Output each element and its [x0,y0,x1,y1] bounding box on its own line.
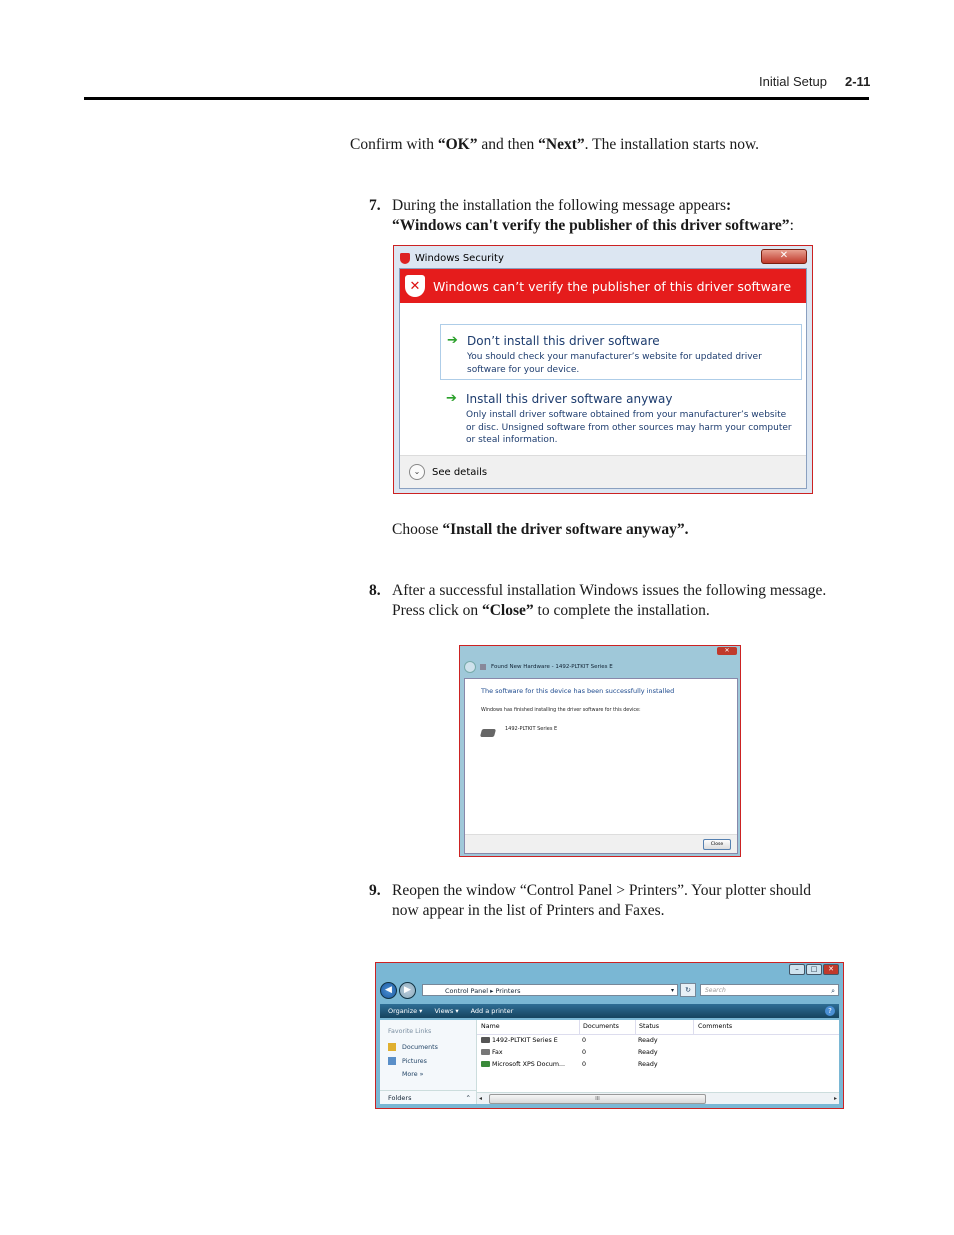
dialog-title: Found New Hardware - 1492-PLTKIT Series E [491,664,613,670]
sidebar-item-label: Documents [402,1043,438,1051]
success-subtext: Windows has finished installing the driver software for this device: [481,708,641,713]
step-9-line1: Reopen the window “Control Panel > Printers”. Your plotter should [392,882,812,899]
dialog-titlebar [400,249,806,267]
option-description: You should check your manufacturer’s website for updated driver software for your device. [467,352,762,375]
folders-label: Folders [388,1094,412,1102]
horizontal-scrollbar[interactable] [477,1092,839,1104]
sidebar-item-label: More » [402,1071,424,1078]
documents-icon [388,1043,396,1051]
search-input[interactable] [700,984,839,996]
navigation-pane [380,1020,477,1104]
address-text: Control Panel ▸ Printers [445,987,521,995]
table-row[interactable] [477,1059,839,1071]
sidebar-item-label: Pictures [402,1057,427,1065]
step-9-number: 9. [369,882,381,899]
sidebar-item-documents[interactable] [388,1043,438,1051]
printer-name: Microsoft XPS Docum... [492,1061,566,1068]
address-bar[interactable] [422,984,678,996]
table-row[interactable] [477,1047,839,1059]
green-arrow-icon: ➔ [447,333,458,348]
dont-install-option[interactable] [440,324,802,380]
chevron-down-icon[interactable]: ▾ [670,987,674,994]
documents-cell: 0 [582,1049,587,1056]
documents-cell: 0 [582,1037,587,1044]
success-heading: The software for this device has been successfully installed [481,687,675,695]
intro-paragraph [350,135,759,155]
warning-banner [400,269,806,303]
choose-text: Choose [392,521,443,538]
option-title: Don’t install this driver software [467,334,660,348]
option-description: Only install driver software obtained from your manufacturer’s website or disc. Unsigned software from other sources may harm your computer or steal information. [466,410,792,445]
window-controls [789,964,839,975]
folders-toggle[interactable] [380,1090,476,1104]
search-placeholder: Search [705,987,726,994]
scroll-right-icon[interactable]: ▸ [833,1095,837,1102]
see-details-label: See details [432,466,488,478]
security-shield-icon [400,253,410,264]
dialog-title: Windows Security [415,252,504,264]
intro-next: “Next” [538,136,585,153]
step-7-colon: : [726,197,732,214]
intro-text: Confirm with [350,136,438,153]
warning-banner-text: Windows can’t verify the publisher of this driver software [433,278,792,294]
back-arrow-icon [464,661,476,673]
green-arrow-icon: ➔ [446,391,457,406]
printer-icon [480,729,496,737]
status-cell: Ready [638,1049,658,1056]
sidebar-item-pictures[interactable] [388,1057,427,1065]
intro-text-mid: and then [477,136,539,153]
fax-icon [481,1049,490,1055]
dialog-content [399,268,807,489]
step-8-text [392,581,872,621]
step-7-line1: During the installation the following message appears [392,197,727,214]
printer-name: Fax [492,1049,503,1056]
step-7-number: 7. [369,197,381,214]
hardware-icon [480,664,486,670]
close-icon[interactable]: ✕ [717,647,737,655]
printer-name-cell [481,1047,503,1059]
step-7-text [392,196,862,236]
pictures-icon [388,1057,396,1065]
step-8-close: “Close” [481,602,534,619]
chevron-up-icon: ⌃ [465,1094,471,1102]
page-number: 2-11 [845,74,871,89]
list-header [477,1020,839,1035]
printer-name-cell [481,1059,565,1071]
header-rule [84,97,869,100]
dialog-content [464,678,738,854]
xps-printer-icon [481,1061,490,1067]
dialog-footer [465,834,737,853]
documents-cell: 0 [582,1061,587,1068]
control-panel-printers-window [375,962,844,1109]
status-cell: Ready [638,1037,658,1044]
warning-shield-icon: ✕ [405,275,425,297]
intro-text-post: . The installation starts now. [584,136,760,153]
maximize-icon[interactable]: □ [806,964,822,975]
step-8-number: 8. [369,582,381,599]
command-toolbar [380,1004,839,1018]
see-details-toggle[interactable] [400,455,806,488]
windows-security-dialog [393,245,813,494]
explorer-body [380,1020,839,1104]
sidebar-item-more[interactable] [402,1071,423,1078]
table-row[interactable] [477,1035,839,1047]
minimize-icon[interactable]: – [789,964,805,975]
search-icon[interactable]: ⌕ [831,987,835,995]
back-arrow-icon[interactable]: ◀ [380,982,397,999]
step-8-line1: After a successful installation Windows issues the following message. [392,582,827,599]
column-header-name[interactable]: Name [481,1023,500,1030]
scrollbar-thumb[interactable]: III [489,1094,706,1104]
column-header-documents[interactable]: Documents [579,1020,619,1034]
step-8-pre: Press click on [392,602,482,619]
chevron-down-icon: ⌄ [409,464,425,480]
step-7-message-title: “Windows can't verify the publisher of this driver software” [392,217,790,234]
found-new-hardware-dialog [459,645,741,857]
running-header-section: Initial Setup [759,74,827,89]
column-header-status[interactable]: Status [635,1020,659,1034]
navigation-bar [380,979,839,1001]
add-printer-button[interactable]: Add a printer [470,1007,514,1015]
favorite-links-heading: Favorite Links [388,1028,432,1035]
organize-button[interactable]: Organize ▾ [388,1007,423,1015]
printer-icon [481,1037,490,1043]
status-cell: Ready [638,1061,658,1068]
step-7-line2-post: : [789,217,794,234]
help-icon[interactable]: ? [825,1006,835,1016]
close-button[interactable]: ✕ [761,249,807,264]
step-9-text [392,881,872,921]
step-9-line2: now appear in the list of Printers and Faxes. [392,902,665,919]
device-name: 1492-PLTKIT Series E [505,726,558,732]
intro-ok: “OK” [437,136,478,153]
close-button[interactable]: Close [703,839,731,850]
forward-arrow-icon[interactable]: ▶ [399,982,416,999]
printer-list [477,1020,839,1092]
scroll-left-icon[interactable]: ◂ [479,1095,483,1102]
close-icon[interactable]: ✕ [823,964,839,975]
option-title: Install this driver software anyway [466,392,673,406]
refresh-icon[interactable]: ↻ [680,983,696,997]
printer-name-cell [481,1035,558,1047]
install-anyway-option[interactable] [440,383,802,445]
dialog-titlebar [464,659,736,675]
column-header-comments[interactable]: Comments [693,1020,732,1034]
views-button[interactable]: Views ▾ [434,1007,459,1015]
choose-instruction [392,520,689,540]
choose-option: “Install the driver software anyway”. [442,521,689,538]
printer-name: 1492-PLTKIT Series E [492,1037,558,1044]
step-8-post: to complete the installation. [533,602,710,619]
